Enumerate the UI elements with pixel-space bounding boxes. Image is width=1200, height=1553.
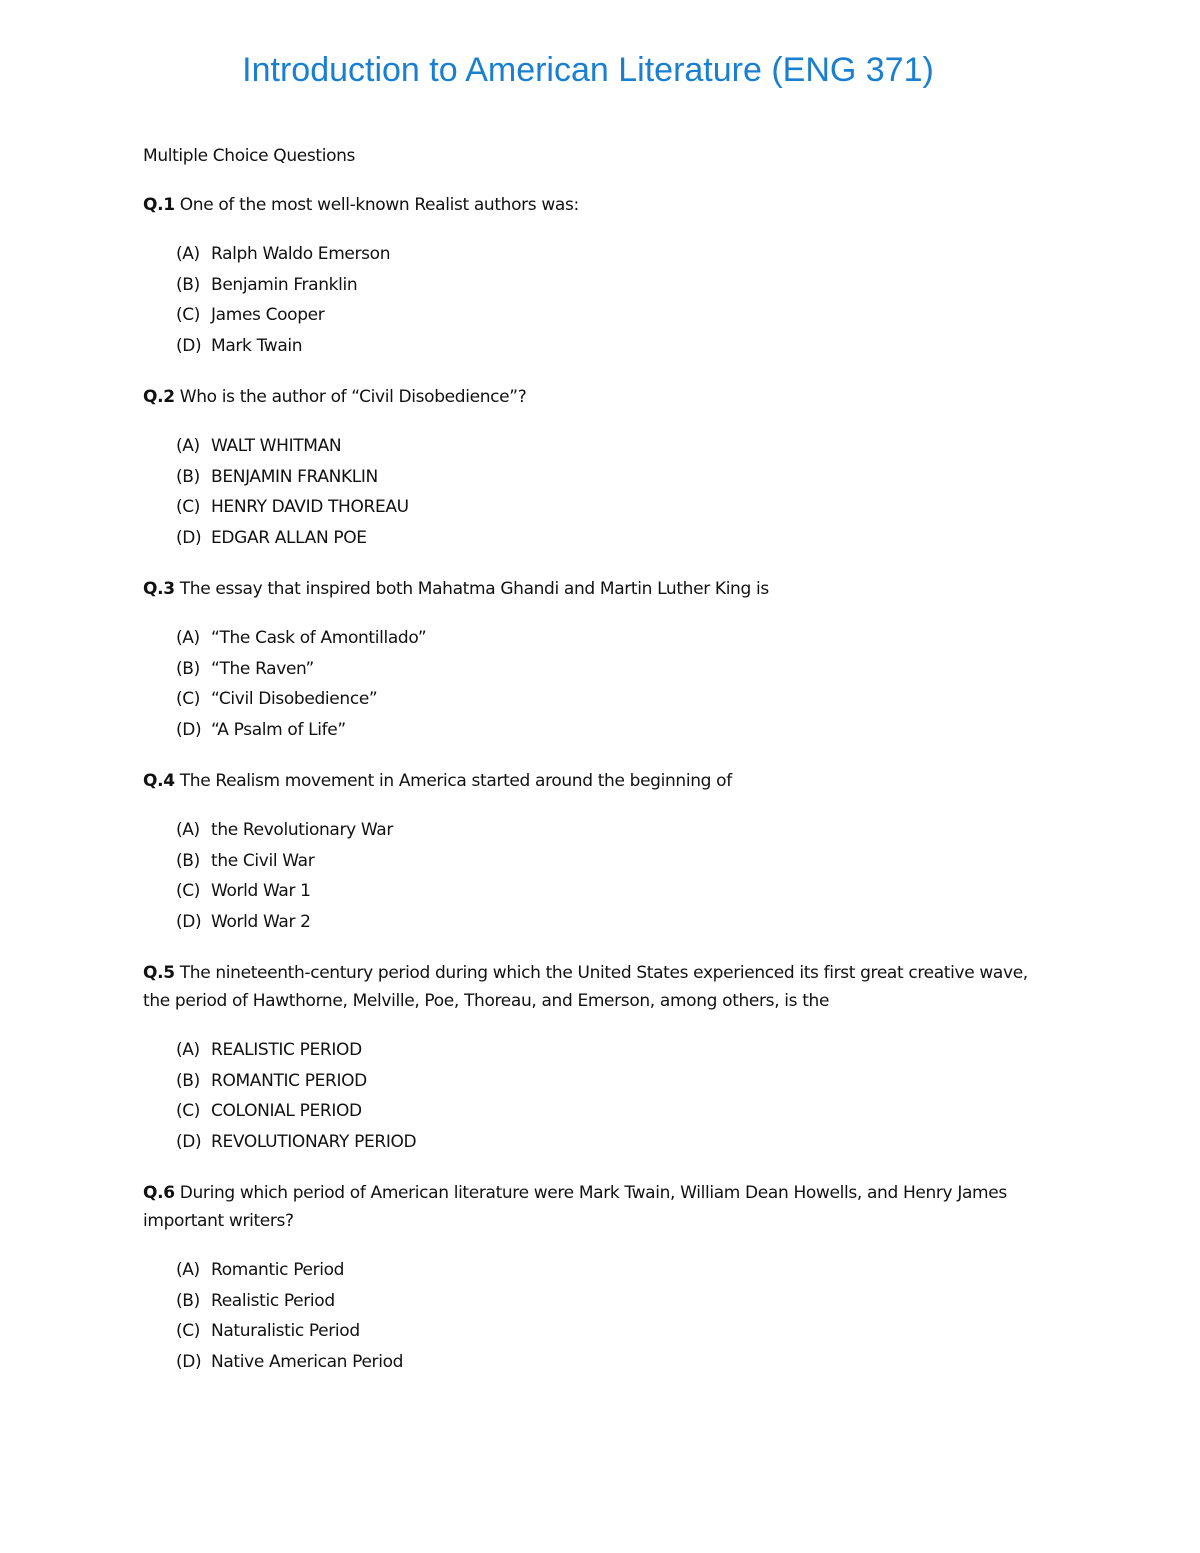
question-text	[143, 959, 1043, 1015]
answer-option	[176, 685, 1043, 716]
option-text: HENRY DAVID THOREAU	[211, 497, 409, 517]
option-text: Realistic Period	[211, 1290, 335, 1311]
option-text: the Civil War	[211, 850, 315, 871]
answer-option	[176, 1097, 1043, 1128]
question-block	[143, 767, 1043, 938]
answer-option	[176, 1067, 1043, 1098]
option-letter: (A)	[176, 244, 200, 264]
option-letter: (D)	[176, 911, 202, 932]
question-block	[143, 191, 1043, 362]
question-number: Q.3	[143, 579, 175, 599]
option-text: EDGAR ALLAN POE	[211, 527, 367, 548]
answer-option	[176, 816, 1043, 847]
option-letter: (D)	[176, 1351, 202, 1372]
question-block	[143, 383, 1043, 554]
option-text: World War 1	[211, 881, 311, 901]
option-letter: (A)	[176, 436, 200, 456]
question-number: Q.1	[143, 195, 175, 215]
answer-option	[176, 1348, 1043, 1379]
question-prompt: One of the most well-known Realist authors was:	[179, 195, 579, 215]
document-body	[143, 142, 1043, 1399]
option-text: “A Psalm of Life”	[211, 719, 346, 740]
option-letter: (C)	[176, 689, 201, 709]
answer-option	[176, 1128, 1043, 1159]
answer-option	[176, 524, 1043, 555]
question-text	[143, 191, 1043, 219]
answer-options	[143, 624, 1043, 746]
question-number: Q.5	[143, 963, 175, 983]
answer-option	[176, 1287, 1043, 1318]
answer-option	[176, 301, 1043, 332]
question-prompt: The essay that inspired both Mahatma Ghandi and Martin Luther King is	[179, 579, 769, 599]
option-text: ROMANTIC PERIOD	[211, 1070, 367, 1091]
option-letter: (C)	[176, 497, 201, 517]
question-prompt: The Realism movement in America started around the beginning of	[179, 771, 732, 791]
answer-option	[176, 463, 1043, 494]
option-text: COLONIAL PERIOD	[211, 1101, 362, 1121]
answer-option	[176, 1036, 1043, 1067]
document-title: Introduction to American Literature (ENG 371)	[242, 51, 934, 89]
option-letter: (B)	[176, 1290, 200, 1311]
answer-option	[176, 877, 1043, 908]
option-letter: (A)	[176, 820, 200, 840]
question-block	[143, 575, 1043, 746]
option-letter: (B)	[176, 1070, 200, 1091]
answer-options	[143, 816, 1043, 938]
option-letter: (C)	[176, 881, 201, 901]
answer-options	[143, 240, 1043, 362]
answer-option	[176, 1317, 1043, 1348]
option-text: Benjamin Franklin	[211, 274, 358, 295]
answer-option	[176, 1256, 1043, 1287]
option-letter: (D)	[176, 719, 202, 740]
answer-options	[143, 1036, 1043, 1158]
option-text: the Revolutionary War	[211, 820, 393, 840]
answer-option	[176, 908, 1043, 939]
option-letter: (D)	[176, 1131, 202, 1152]
option-letter: (B)	[176, 274, 200, 295]
option-text: James Cooper	[211, 305, 325, 325]
answer-option	[176, 655, 1043, 686]
question-block	[143, 1179, 1043, 1378]
option-text: World War 2	[211, 911, 311, 932]
option-text: Naturalistic Period	[211, 1321, 360, 1341]
question-text	[143, 383, 1043, 411]
option-letter: (A)	[176, 628, 200, 648]
option-letter: (A)	[176, 1260, 200, 1280]
question-block	[143, 959, 1043, 1158]
option-text: Native American Period	[211, 1351, 404, 1372]
option-text: BENJAMIN FRANKLIN	[211, 466, 378, 487]
answer-option	[176, 432, 1043, 463]
question-number: Q.6	[143, 1183, 175, 1203]
question-list	[143, 191, 1043, 1378]
answer-option	[176, 847, 1043, 878]
option-letter: (C)	[176, 305, 201, 325]
question-text	[143, 1179, 1043, 1235]
option-letter: (C)	[176, 1321, 201, 1341]
answer-options	[143, 432, 1043, 554]
question-number: Q.2	[143, 387, 175, 407]
question-prompt: Who is the author of “Civil Disobedience”?	[179, 387, 527, 407]
option-letter: (D)	[176, 335, 202, 356]
answer-option	[176, 332, 1043, 363]
question-number: Q.4	[143, 771, 175, 791]
question-text	[143, 767, 1043, 795]
option-letter: (B)	[176, 658, 200, 679]
answer-options	[143, 1256, 1043, 1378]
answer-option	[176, 716, 1043, 747]
answer-option	[176, 240, 1043, 271]
option-text: WALT WHITMAN	[211, 436, 342, 456]
question-prompt: The nineteenth-century period during which the United States experienced its first great creative wave, the period of Hawthorne, Melville, Poe, Thoreau, and Emerson, among others, is the	[143, 963, 1028, 1011]
option-letter: (C)	[176, 1101, 201, 1121]
option-text: REALISTIC PERIOD	[211, 1040, 362, 1060]
option-text: “The Cask of Amontillado”	[211, 628, 427, 648]
option-text: REVOLUTIONARY PERIOD	[211, 1131, 417, 1152]
answer-option	[176, 271, 1043, 302]
option-text: Ralph Waldo Emerson	[211, 244, 391, 264]
option-text: “The Raven”	[211, 658, 315, 679]
option-text: “Civil Disobedience”	[211, 689, 378, 709]
answer-option	[176, 624, 1043, 655]
question-text	[143, 575, 1043, 603]
question-prompt: During which period of American literature were Mark Twain, William Dean Howells, and Henry James important writers?	[143, 1183, 1007, 1231]
section-heading: Multiple Choice Questions	[143, 146, 356, 166]
option-text: Mark Twain	[211, 335, 303, 356]
option-letter: (B)	[176, 466, 200, 487]
option-text: Romantic Period	[211, 1260, 345, 1280]
option-letter: (D)	[176, 527, 202, 548]
option-letter: (A)	[176, 1040, 200, 1060]
answer-option	[176, 493, 1043, 524]
option-letter: (B)	[176, 850, 200, 871]
